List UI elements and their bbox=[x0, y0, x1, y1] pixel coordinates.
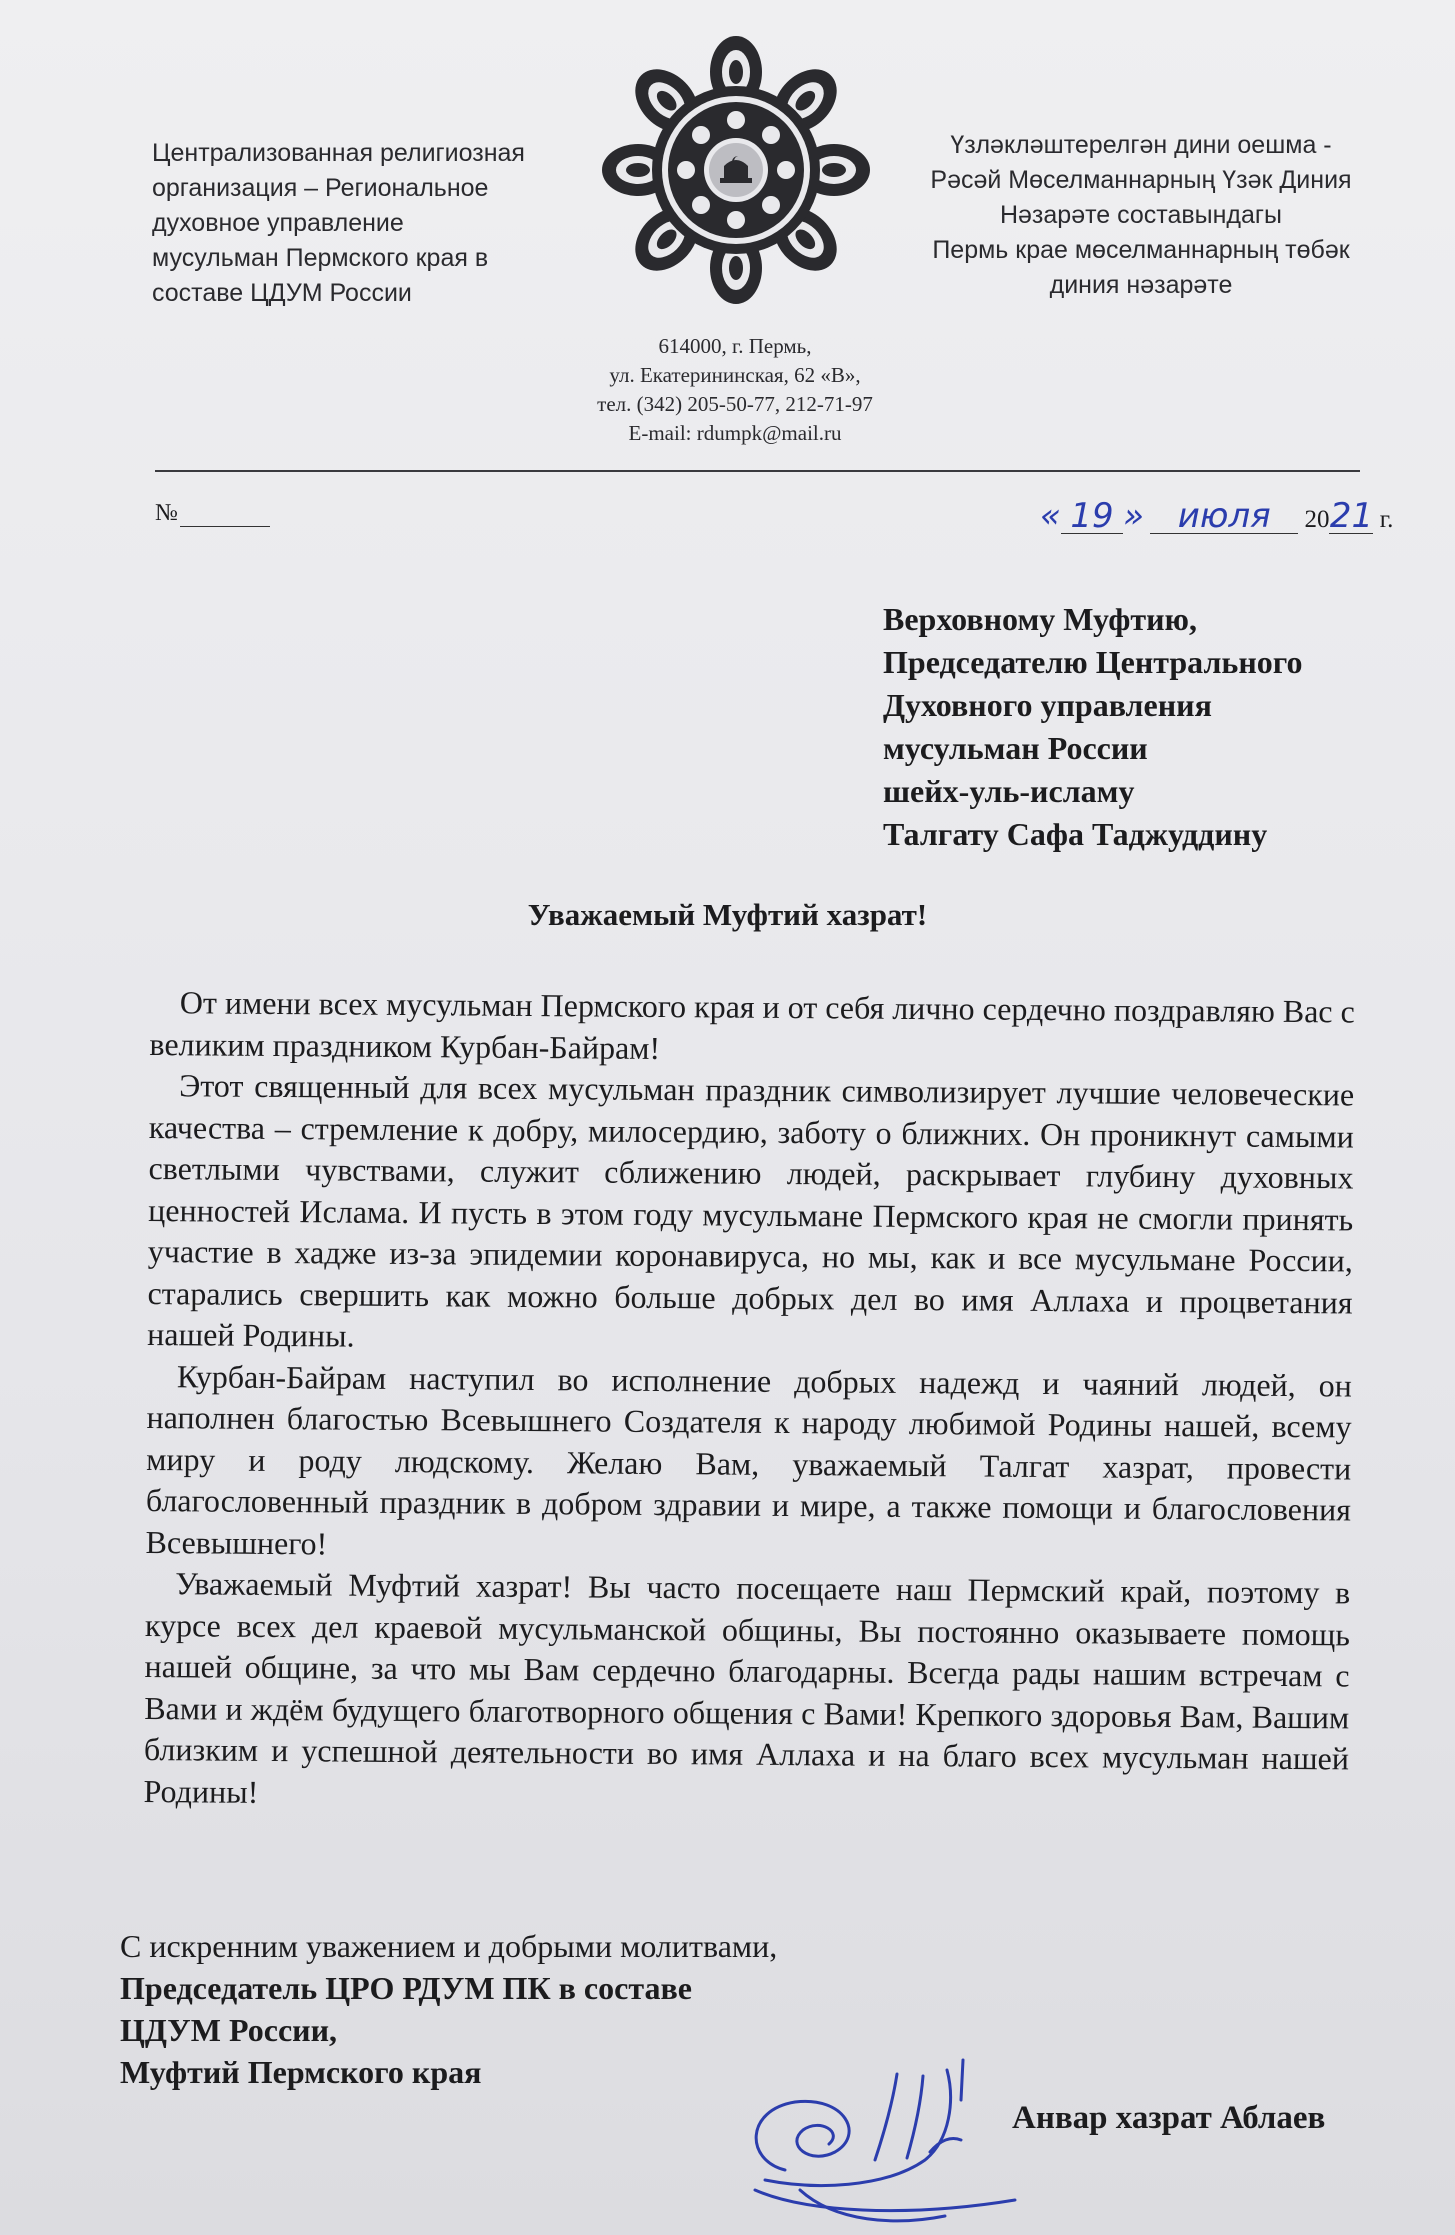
address-line: 614000, г. Пермь, bbox=[658, 334, 812, 358]
org-name-russian bbox=[152, 136, 572, 311]
org-name-line: организация – Региональное bbox=[152, 174, 489, 202]
body-paragraph: Курбан-Байрам наступил во исполнение добрых надежд и чаяний людей, он наполнен благостью Всевышнего Создателя к народу любимой Родины нашей, всему миру и роду людскому. Желаю Вам, уважаемый Талгат хазрат, провести благословенный праздник в добром здравии и мире, а также помощи и благословения Всевышнего! bbox=[145, 1357, 1353, 1561]
org-name-line: мусульман Пермского края в bbox=[152, 244, 489, 272]
salutation: Уважаемый Муфтий хазрат! bbox=[527, 897, 928, 932]
org-name-line: Нәзарәте составындагы bbox=[999, 201, 1283, 229]
body-paragraph: Этот священный для всех мусульман праздник символизирует лучшие человеческие качества – стремление к добру, милосердию, заботу о ближних. Он проникнут самыми светлыми чувствами, служит сближению людей, раскрывает глубину духовных ценностей Ислама. И пусть в этом году мусульмане Пермского края не смогли принять участие в хадже из-за эпидемии коронавируса, но мы, как и все мусульмане России, старались свершить как можно больше добрых дел во имя Аллаха и процветания нашей Родины. bbox=[147, 1067, 1355, 1354]
date-year-suffix: 21 bbox=[1329, 496, 1374, 536]
handwritten-signature-icon bbox=[725, 2040, 1035, 2230]
org-name-tatar bbox=[900, 128, 1382, 303]
org-name-line: Пермь крае мөселманнарның төбәк bbox=[932, 236, 1350, 264]
date-close-quote: » bbox=[1122, 496, 1144, 536]
date-month: июля bbox=[1150, 499, 1298, 534]
org-name-line: диния нәзарәте bbox=[1049, 271, 1233, 299]
header-divider bbox=[155, 470, 1360, 472]
number-label: № bbox=[155, 500, 178, 526]
addressee-block bbox=[883, 598, 1403, 856]
date-day: 19 bbox=[1061, 499, 1123, 534]
signer-title-line: ЦДУМ России, bbox=[120, 2012, 338, 2048]
body-paragraph: Уважаемый Муфтий хазрат! Вы часто посещаете наш Пермский край, поэтому в курсе всех дел краевой мусульманской общины, Вы постоянно оказываете помощь нашей общине, за что мы Вам сердечно благодарны. Всегда рады нашим встречам с Вами и ждём будущего благотворного общения с Вами! Крепкого здоровья Вам, Вашим близким и успешной деятельности во имя Аллаха и на благо всех мусульман нашей Родины! bbox=[143, 1565, 1351, 1810]
addressee-line: Духовного управления bbox=[883, 687, 1212, 723]
address-line: ул. Екатерининская, 62 «В», bbox=[609, 363, 861, 387]
signer-name: Анвар хазрат Аблаев bbox=[1012, 2100, 1326, 2136]
signer-title-line: Муфтий Пермского края bbox=[120, 2054, 482, 2090]
email-line: E-mail: rdumpk@mail.ru bbox=[628, 421, 842, 445]
addressee-line: Председателю Центрального bbox=[883, 644, 1303, 680]
document-number bbox=[155, 500, 270, 527]
letter-body bbox=[143, 982, 1354, 1821]
body-paragraph: От имени всех мусульман Пермского края и от себя лично сердечно поздравляю Вас с великим праздником Курбан-Байрам! bbox=[149, 984, 1355, 1066]
addressee-line: Верховному Муфтию, bbox=[883, 601, 1197, 637]
org-name-line: Централизованная религиозная bbox=[152, 139, 525, 167]
org-name-line: духовное управление bbox=[152, 209, 404, 237]
floral-rosette-emblem-icon bbox=[600, 30, 872, 330]
number-blank bbox=[180, 506, 270, 527]
org-name-line: Рәсәй Мөселманнарның Үзәк Диния bbox=[930, 166, 1352, 194]
date-open-quote: « bbox=[1040, 496, 1061, 536]
org-name-line: составе ЦДУМ России bbox=[152, 279, 412, 307]
closing-regards: С искренним уважением и добрыми молитвами, bbox=[120, 1928, 778, 1964]
signer-title-line: Председатель ЦРО РДУМ ПК в составе bbox=[120, 1970, 692, 2006]
org-address bbox=[540, 332, 930, 448]
addressee-line: мусульман России bbox=[883, 730, 1148, 766]
date-year-prefix: 20 bbox=[1304, 506, 1330, 533]
org-name-line: Үзләкләштерелгән дини оешма - bbox=[950, 131, 1332, 159]
addressee-line: шейх-уль-исламу bbox=[883, 773, 1135, 809]
document-date bbox=[1040, 496, 1393, 536]
date-year-unit: г. bbox=[1379, 506, 1394, 533]
addressee-line: Талгату Сафа Таджуддину bbox=[883, 816, 1268, 852]
address-line: тел. (342) 205-50-77, 212-71-97 bbox=[597, 392, 873, 416]
